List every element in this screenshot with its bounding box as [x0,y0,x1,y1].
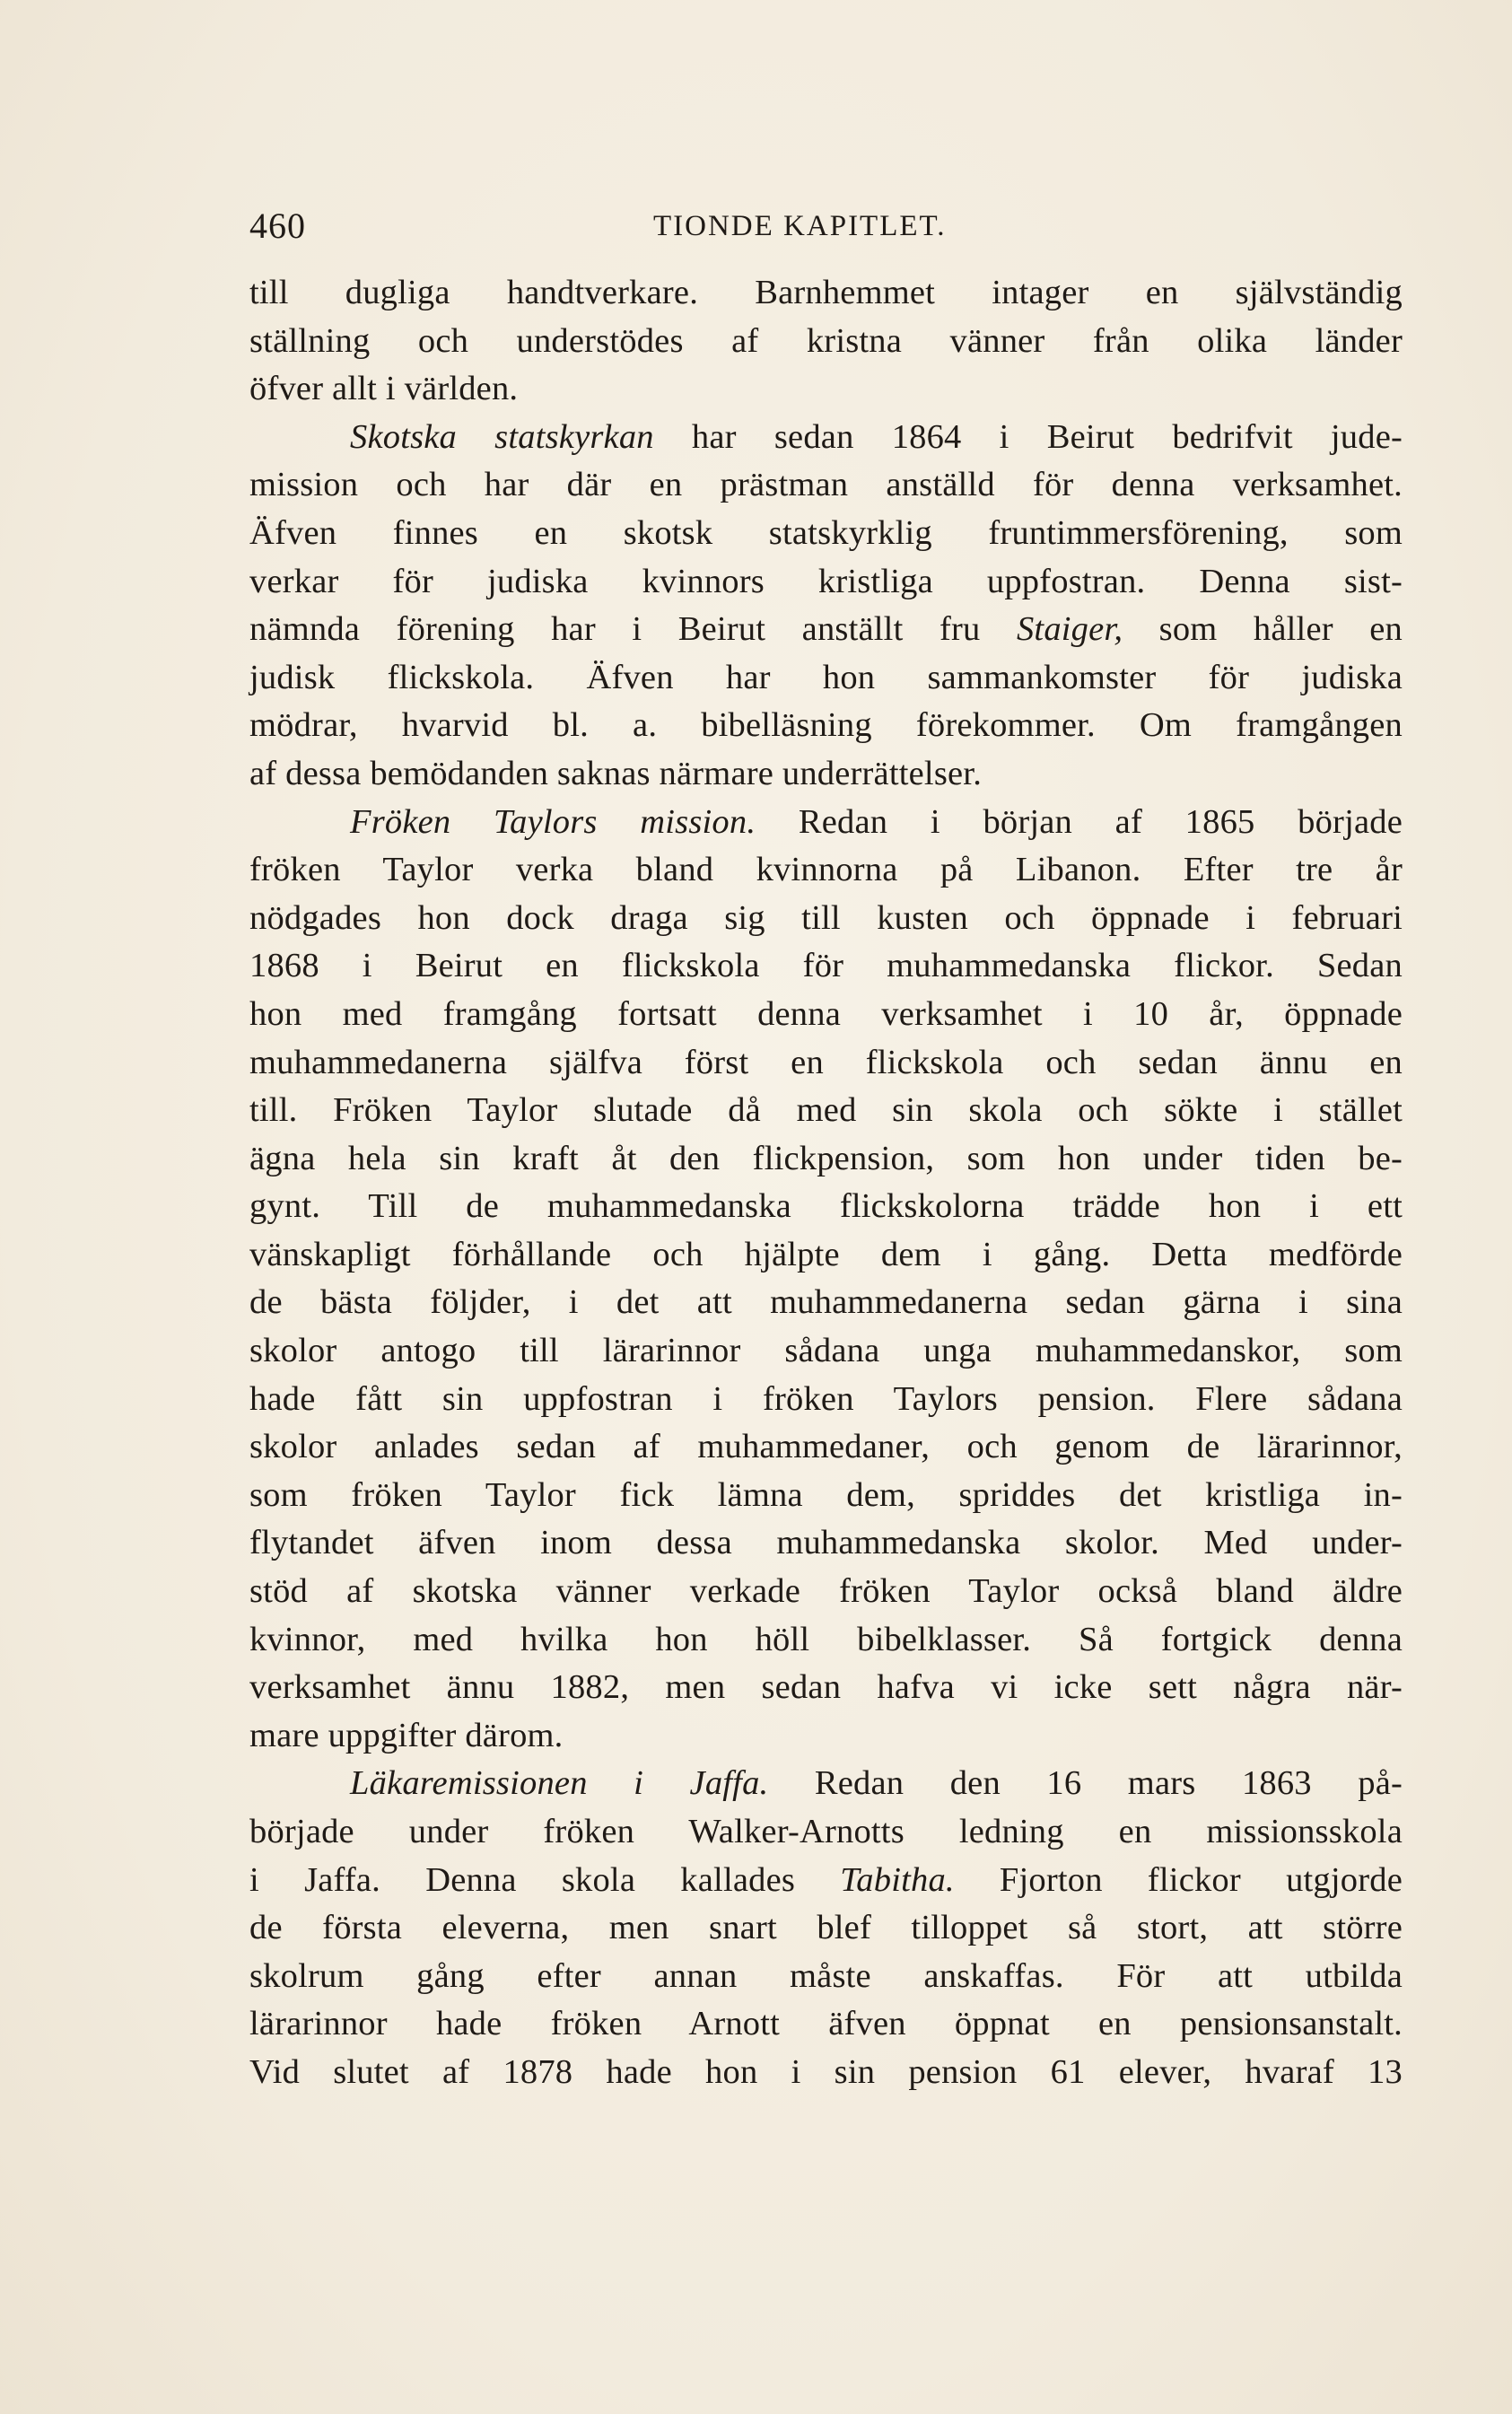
line-text: mission och har där en prästman anställd för denna verksamhet. [249,466,1403,504]
line-text: vänskapligt förhållande och hjälpte dem i gång. Detta medförde [249,1235,1403,1273]
line-text: nämnda förening har i Beirut anställt fru [249,610,1017,649]
text-line [249,991,1403,1039]
italic-phrase: Staiger, [1016,610,1123,649]
text-line [249,1904,1403,1953]
text-line [249,606,1403,654]
line-text: nödgades hon dock draga sig till kusten och öppnade i februari [249,898,1403,937]
text-line [249,942,1403,991]
text-line [249,558,1403,607]
text-line [249,461,1403,510]
line-text: lärarinnor hade fröken Arnott äfven öppnat en pensionsanstalt. [249,2005,1403,2043]
text-line [249,365,1403,414]
text-line [249,1135,1403,1184]
line-text: mare uppgifter därom. [249,1716,564,1754]
line-text: de bästa följder, i det att muhammedanerna sedan gärna i sina [249,1283,1403,1322]
line-text: Vid slutet af 1878 hade hon i sin pension 61 elever, hvaraf 13 [249,2052,1403,2091]
italic-phrase: Skotska statskyrkan [350,417,654,456]
line-text: af dessa bemödanden saknas närmare underrättelser. [249,754,983,792]
line-text: hade fått sin uppfostran i fröken Taylors pension. Flere sådana [249,1379,1403,1418]
page-header [249,205,1434,258]
line-text: verksamhet ännu 1882, men sedan hafva vi icke sett några när- [249,1668,1403,1707]
text-line [249,895,1403,943]
line-text: skolor antogo till lärarinnor sådana unga muhammedanskor, som [249,1332,1403,1370]
line-text: de första eleverna, men snart blef tilloppet så stort, att större [249,1909,1403,1947]
text-line [249,1568,1403,1616]
line-text: öfver allt i världen. [249,370,519,408]
text-line [249,269,1403,318]
line-text: skolrum gång efter annan måste anskaffas. För att utbilda [249,1956,1403,1995]
line-text: Redan den 16 mars 1863 på- [768,1764,1403,1803]
text-line [249,1953,1403,2001]
text-line [249,1472,1403,1520]
text-line [249,702,1403,750]
text-line [249,1857,1403,1905]
line-text: började under fröken Walker-Arnotts ledning en missionsskola [249,1813,1403,1850]
line-text: judisk flickskola. Äfven har hon sammankomster för judiska [249,658,1403,696]
line-text: gynt. Till de muhammedanska flickskolorna trädde hon i ett [249,1187,1403,1226]
text-line [249,1423,1403,1472]
text-line [249,2000,1403,2049]
text-line [249,799,1403,847]
text-line [249,1616,1403,1665]
text-line [249,1808,1403,1857]
text-line [249,1664,1403,1712]
line-text: fröken Taylor verka bland kvinnorna på Libanon. Efter tre år [249,851,1403,889]
line-text: mödrar, hvarvid bl. a. bibelläsning förekommer. Om framgången [249,706,1403,745]
text-line [249,846,1403,895]
text-line [249,414,1403,462]
line-text: som fröken Taylor fick lämna dem, spriddes det kristliga in- [249,1475,1403,1514]
text-line [249,654,1403,703]
line-text: kvinnor, med hvilka hon höll bibelklasser. Så fortgick denna [249,1620,1403,1658]
text-line [249,1712,1403,1761]
text-line [249,510,1403,558]
line-text: muhammedanerna själfva först en flickskola och sedan ännu en [249,1043,1403,1081]
line-text: ställning och understödes af kristna vänner från olika länder [249,321,1403,360]
line-text: stöd af skotska vänner verkade fröken Taylor också bland äldre [249,1572,1403,1611]
text-line [249,1519,1403,1568]
text-line [249,1376,1403,1424]
line-text: Redan i början af 1865 började [756,802,1403,841]
text-line [249,750,1403,799]
text-line [249,318,1403,366]
line-text: till dugliga handtverkare. Barnhemmet intager en självständig [249,274,1403,311]
line-text: flytandet äfven inom dessa muhammedanska skolor. Med under- [249,1524,1403,1562]
line-text: har sedan 1864 i Beirut bedrifvit jude- [653,417,1403,456]
italic-phrase: Läkaremissionen i Jaffa. [350,1764,769,1803]
text-line [249,2049,1403,2097]
line-text: som håller en [1123,610,1403,649]
text-line [249,1760,1403,1808]
text-line [249,1231,1403,1280]
text-line [249,1039,1403,1088]
italic-phrase: Tabitha. [840,1860,955,1899]
line-text: hon med framgång fortsatt denna verksamhet i 10 år, öppnade [249,994,1403,1033]
line-text: Äfven finnes en skotsk statskyrklig fruntimmersförening, som [249,513,1403,552]
text-line [249,1087,1403,1135]
line-text: till. Fröken Taylor slutade då med sin skola och sökte i stället [249,1091,1403,1130]
line-text: ägna hela sin kraft åt den flickpension, som hon under tiden be- [249,1139,1403,1177]
text-line [249,1183,1403,1231]
italic-phrase: Fröken Taylors mission. [350,802,756,841]
body-text [249,269,1403,2097]
text-line [249,1327,1403,1376]
running-head: TIONDE KAPITLET. [653,210,947,242]
line-text: i Jaffa. Denna skola kallades [249,1860,841,1899]
line-text: skolor anlades sedan af muhammedaner, och genom de lärarinnor, [249,1428,1403,1466]
page-number: 460 [249,206,306,246]
line-text: verkar för judiska kvinnors kristliga uppfostran. Denna sist- [249,562,1403,600]
text-line [249,1279,1403,1327]
line-text: 1868 i Beirut en flickskola för muhammedanska flickor. Sedan [249,947,1403,985]
line-text: Fjorton flickor utgjorde [954,1860,1403,1899]
